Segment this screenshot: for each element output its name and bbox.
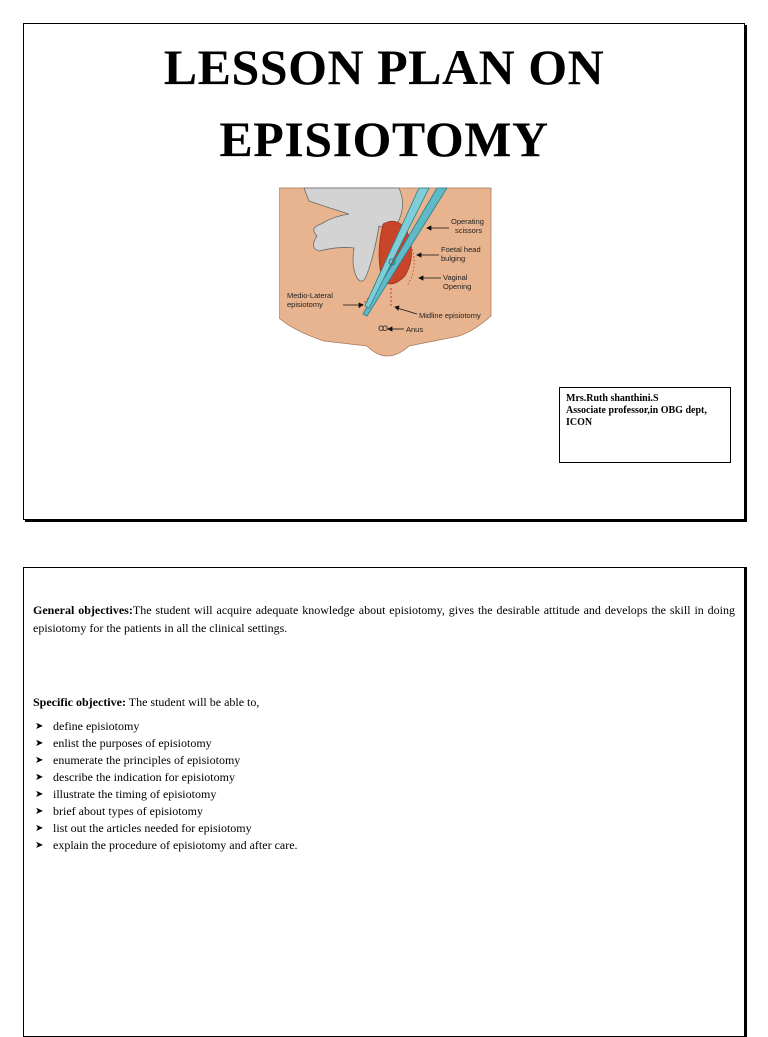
cover-page [23,23,745,520]
objectives-page [23,567,745,1037]
objective-list [33,718,298,854]
general-objectives [33,601,735,637]
arrow-bullet-icon: ➤ [35,721,44,732]
specific-objective-text: The student will be able to, [125,695,260,709]
author-institution: ICON [566,417,593,428]
svg-text:episiotomy: episiotomy [287,300,323,309]
svg-text:Opening: Opening [443,282,472,291]
arrow-bullet-icon: ➤ [35,840,44,851]
arrow-bullet-icon: ➤ [35,789,44,800]
author-box [559,387,731,463]
svg-text:ꝏ: ꝏ [378,323,389,334]
title-line-2: EPISIOTOMY [219,111,549,167]
label-vaginal-opening: Vaginal [443,273,468,282]
label-anus: Anus [406,325,424,334]
arrow-bullet-icon: ➤ [35,823,44,834]
label-medio-lateral: Medio-Lateral [287,291,333,300]
arrow-bullet-icon: ➤ [35,755,44,766]
general-objectives-text: The student will acquire adequate knowledge about episiotomy, gives the desirable attitude and develops the skill in doing episiotomy for the patients in all the clinical settings. [33,603,736,635]
label-foetal-head: Foetal head [441,245,481,254]
list-item: ➤ brief about types of episiotomy [35,804,203,818]
author-designation: Associate professor,in OBG dept, [566,405,707,416]
arrow-bullet-icon: ➤ [35,772,44,783]
list-item: ➤ explain the procedure of episiotomy and after care. [35,838,298,852]
episiotomy-illustration [279,186,494,364]
title-line-1: LESSON PLAN ON [163,39,605,95]
svg-text:scissors: scissors [455,226,483,235]
label-midline: Midline episiotomy [419,311,481,320]
specific-objective-label: Specific objective: [33,695,126,709]
list-item: ➤ list out the articles needed for episiotomy [35,821,252,835]
list-item: ➤ enumerate the principles of episiotomy [35,753,241,767]
list-item: ➤ describe the indication for episiotomy [35,770,235,784]
label-operating-scissors: Operating [451,217,484,226]
specific-objective [33,693,735,711]
list-item: ➤ enlist the purposes of episiotomy [35,736,212,750]
list-item: ➤ illustrate the timing of episiotomy [35,787,217,801]
list-item: ➤ define episiotomy [35,719,140,733]
arrow-bullet-icon: ➤ [35,738,44,749]
svg-text:bulging: bulging [441,254,466,263]
author-name: Mrs.Ruth shanthini.S [566,393,659,404]
arrow-bullet-icon: ➤ [35,806,44,817]
general-objectives-label: General objectives: [33,603,133,617]
